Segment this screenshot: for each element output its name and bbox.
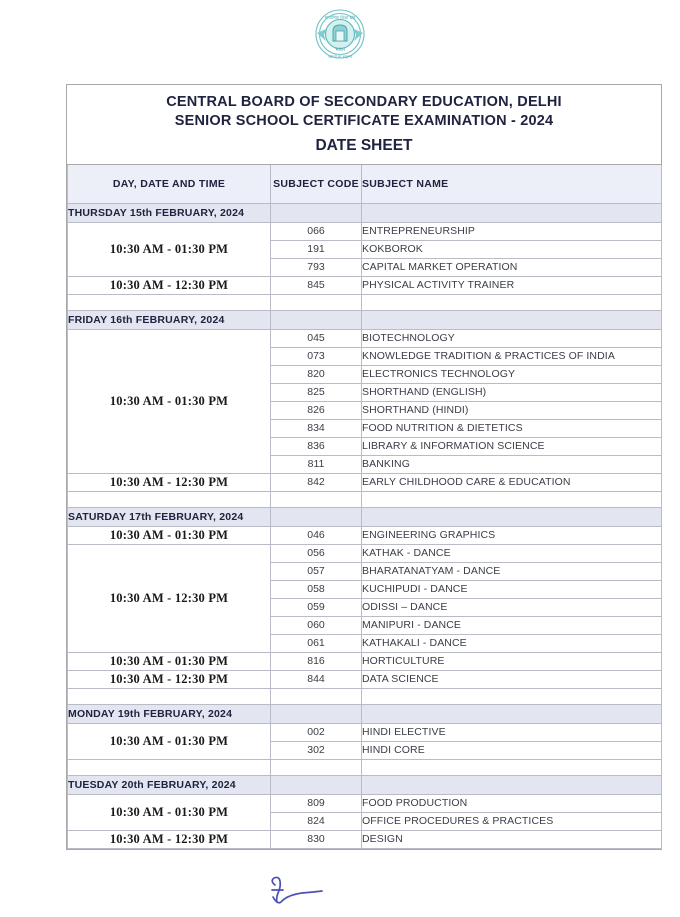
subject-code-cell: 058: [271, 580, 362, 598]
subject-name-cell: ENGINEERING GRAPHICS: [362, 526, 662, 544]
table-row: [68, 830, 662, 848]
table-row: [68, 794, 662, 812]
column-header-name: SUBJECT NAME: [362, 165, 662, 203]
subject-name-cell: FOOD PRODUCTION: [362, 794, 662, 812]
exam-time-cell: 10:30 AM - 12:30 PM: [68, 544, 271, 652]
svg-text:माध्यमिक शिक्षा बोर्ड: माध्यमिक शिक्षा बोर्ड: [324, 15, 356, 20]
subject-code-cell: 061: [271, 634, 362, 652]
spacer-row: [68, 491, 662, 507]
subject-code-cell: 793: [271, 258, 362, 276]
column-header-time: DAY, DATE AND TIME: [68, 165, 271, 203]
day-header-row: [68, 775, 662, 794]
subject-name-cell: PHYSICAL ACTIVITY TRAINER: [362, 276, 662, 294]
subject-name-cell: CAPITAL MARKET OPERATION: [362, 258, 662, 276]
day-header-label: MONDAY 19th FEBRUARY, 2024: [68, 704, 271, 723]
day-header-name-cell: [362, 310, 662, 329]
day-header-name-cell: [362, 775, 662, 794]
subject-name-cell: KATHAK - DANCE: [362, 544, 662, 562]
subject-name-cell: EARLY CHILDHOOD CARE & EDUCATION: [362, 473, 662, 491]
subject-name-cell: FOOD NUTRITION & DIETETICS: [362, 419, 662, 437]
logo-container: [0, 0, 680, 72]
subject-code-cell: 816: [271, 652, 362, 670]
table-row: [68, 670, 662, 688]
subject-name-cell: SHORTHAND (ENGLISH): [362, 383, 662, 401]
column-header-code: SUBJECT CODE: [271, 165, 362, 203]
spacer-cell-code: [271, 759, 362, 775]
spacer-cell-time: [68, 688, 271, 704]
subject-code-cell: 830: [271, 830, 362, 848]
table-body: [68, 203, 662, 848]
subject-name-cell: SHORTHAND (HINDI): [362, 401, 662, 419]
table-row: [68, 723, 662, 741]
subject-code-cell: 825: [271, 383, 362, 401]
subject-name-cell: DATA SCIENCE: [362, 670, 662, 688]
board-title-line-1: CENTRAL BOARD OF SECONDARY EDUCATION, DELHI: [166, 94, 562, 110]
handwritten-signature-icon: [262, 872, 352, 912]
subject-name-cell: LIBRARY & INFORMATION SCIENCE: [362, 437, 662, 455]
subject-code-cell: 826: [271, 401, 362, 419]
exam-time-cell: 10:30 AM - 12:30 PM: [68, 473, 271, 491]
table-row: [68, 276, 662, 294]
spacer-cell-time: [68, 491, 271, 507]
subject-name-cell: ELECTRONICS TECHNOLOGY: [362, 365, 662, 383]
exam-time-cell: 10:30 AM - 12:30 PM: [68, 830, 271, 848]
subject-code-cell: 059: [271, 598, 362, 616]
subject-code-cell: 842: [271, 473, 362, 491]
spacer-cell-code: [271, 294, 362, 310]
subject-code-cell: 002: [271, 723, 362, 741]
subject-name-cell: KNOWLEDGE TRADITION & PRACTICES OF INDIA: [362, 347, 662, 365]
subject-name-cell: BHARATANATYAM - DANCE: [362, 562, 662, 580]
subject-code-cell: 045: [271, 329, 362, 347]
exam-time-cell: 10:30 AM - 01:30 PM: [68, 329, 271, 473]
table-row: [68, 222, 662, 240]
day-header-name-cell: [362, 507, 662, 526]
spacer-cell-code: [271, 688, 362, 704]
day-header-row: [68, 704, 662, 723]
exam-time-cell: 10:30 AM - 01:30 PM: [68, 794, 271, 830]
svg-text:भारत: भारत: [335, 47, 345, 53]
page-title: DATE SHEET: [315, 137, 413, 154]
day-header-label: FRIDAY 16th FEBRUARY, 2024: [68, 310, 271, 329]
day-header-code-cell: [271, 704, 362, 723]
table-row: [68, 473, 662, 491]
subject-name-cell: ENTREPRENEURSHIP: [362, 222, 662, 240]
day-header-name-cell: [362, 704, 662, 723]
date-sheet-table: [67, 165, 662, 849]
spacer-cell-code: [271, 491, 362, 507]
subject-name-cell: KATHAKALI - DANCE: [362, 634, 662, 652]
subject-name-cell: ODISSI – DANCE: [362, 598, 662, 616]
subject-name-cell: HINDI CORE: [362, 741, 662, 759]
exam-time-cell: 10:30 AM - 01:30 PM: [68, 723, 271, 759]
spacer-cell-name: [362, 759, 662, 775]
subject-name-cell: BANKING: [362, 455, 662, 473]
subject-name-cell: MANIPURI - DANCE: [362, 616, 662, 634]
cbse-seal-icon: [309, 7, 371, 65]
spacer-row: [68, 294, 662, 310]
exam-time-cell: 10:30 AM - 12:30 PM: [68, 670, 271, 688]
table-row: [68, 526, 662, 544]
subject-code-cell: 834: [271, 419, 362, 437]
spacer-cell-name: [362, 491, 662, 507]
exam-time-cell: 10:30 AM - 12:30 PM: [68, 276, 271, 294]
document-header: [67, 85, 661, 165]
subject-code-cell: 046: [271, 526, 362, 544]
table-row: [68, 544, 662, 562]
exam-time-cell: 10:30 AM - 01:30 PM: [68, 222, 271, 276]
subject-code-cell: 836: [271, 437, 362, 455]
subject-code-cell: 845: [271, 276, 362, 294]
subject-code-cell: 811: [271, 455, 362, 473]
subject-code-cell: 057: [271, 562, 362, 580]
day-header-row: [68, 310, 662, 329]
subject-name-cell: KOKBOROK: [362, 240, 662, 258]
subject-code-cell: 073: [271, 347, 362, 365]
day-header-code-cell: [271, 775, 362, 794]
day-header-label: THURSDAY 15th FEBRUARY, 2024: [68, 203, 271, 222]
spacer-cell-name: [362, 294, 662, 310]
day-header-row: [68, 507, 662, 526]
spacer-row: [68, 688, 662, 704]
spacer-cell-name: [362, 688, 662, 704]
svg-text:असतो मा सद्गमय: असतो मा सद्गमय: [327, 54, 353, 59]
subject-code-cell: 302: [271, 741, 362, 759]
day-header-label: SATURDAY 17th FEBRUARY, 2024: [68, 507, 271, 526]
day-header-label: TUESDAY 20th FEBRUARY, 2024: [68, 775, 271, 794]
subject-code-cell: 066: [271, 222, 362, 240]
subject-name-cell: KUCHIPUDI - DANCE: [362, 580, 662, 598]
subject-name-cell: OFFICE PROCEDURES & PRACTICES: [362, 812, 662, 830]
day-header-code-cell: [271, 310, 362, 329]
spacer-cell-time: [68, 759, 271, 775]
date-sheet-document: [66, 84, 662, 850]
table-row: [68, 652, 662, 670]
spacer-cell-time: [68, 294, 271, 310]
subject-code-cell: 191: [271, 240, 362, 258]
subject-code-cell: 844: [271, 670, 362, 688]
subject-name-cell: HINDI ELECTIVE: [362, 723, 662, 741]
subject-code-cell: 809: [271, 794, 362, 812]
exam-time-cell: 10:30 AM - 01:30 PM: [68, 526, 271, 544]
day-header-code-cell: [271, 203, 362, 222]
subject-code-cell: 056: [271, 544, 362, 562]
subject-name-cell: HORTICULTURE: [362, 652, 662, 670]
table-row: [68, 329, 662, 347]
day-header-name-cell: [362, 203, 662, 222]
exam-time-cell: 10:30 AM - 01:30 PM: [68, 652, 271, 670]
board-title-line-2: SENIOR SCHOOL CERTIFICATE EXAMINATION - 2024: [174, 113, 554, 129]
subject-code-cell: 820: [271, 365, 362, 383]
subject-code-cell: 824: [271, 812, 362, 830]
day-header-code-cell: [271, 507, 362, 526]
column-header-row: [68, 165, 662, 203]
subject-name-cell: DESIGN: [362, 830, 662, 848]
subject-code-cell: 060: [271, 616, 362, 634]
spacer-row: [68, 759, 662, 775]
day-header-row: [68, 203, 662, 222]
table-header: [68, 165, 662, 203]
subject-name-cell: BIOTECHNOLOGY: [362, 329, 662, 347]
